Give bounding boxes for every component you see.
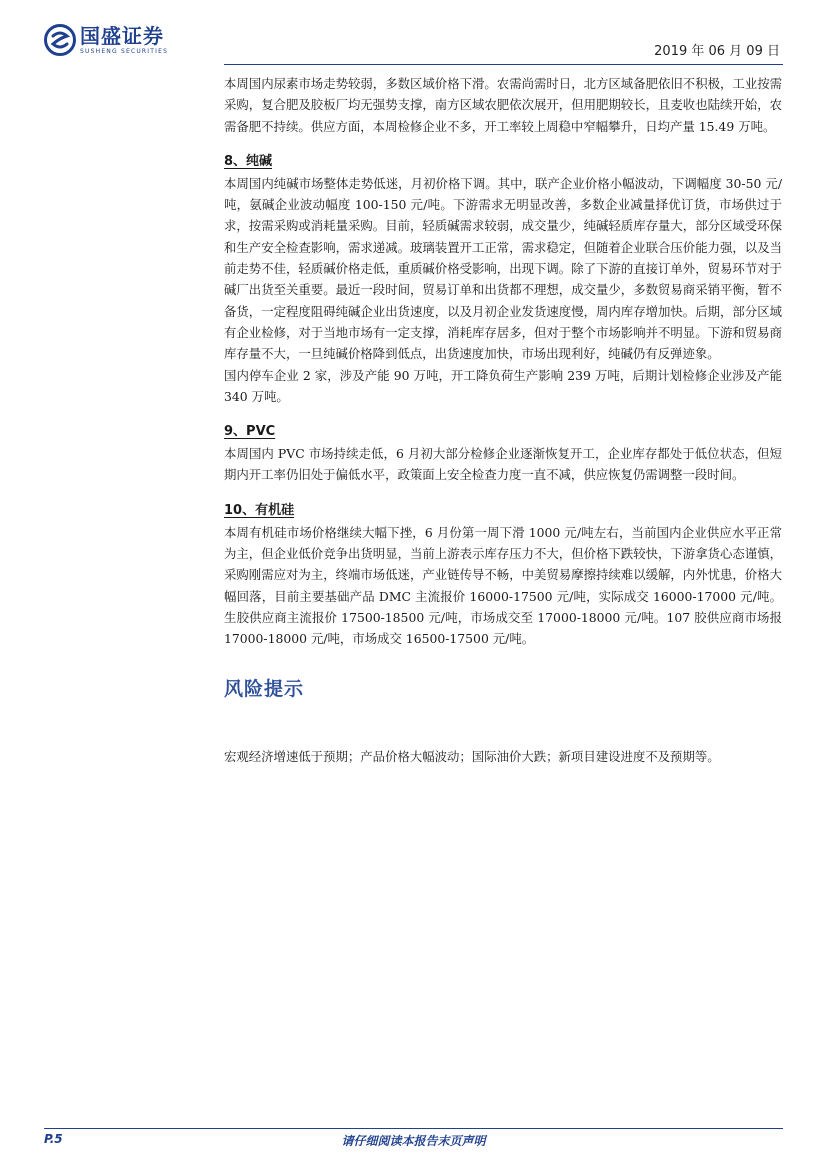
page-number: P.5 <box>44 1132 63 1146</box>
section-paragraph: 本周有机硅市场价格继续大幅下挫，6 月份第一周下滑 1000 元/吨左右，当前国内企业供应水平正常为主，但企业低价竞争出货明显，当前上游表示库存压力不大，但价格下跌较快，下游拿货心态谨慎，采购刚需应对为主，终端市场低迷，产业链传导不畅，中美贸易摩擦持续难以缓解，内外忧患，价格大幅回落，目前主要基础产品 DMC 主流报价 16000-17500 元/吨，实际成交 16000-17000 元/吨。生胶供应商主流报价 17500-18500 元/吨，市场成交至 17000-18000 元/吨。107 胶供应商市场报 17000-18000 元/吨，市场成交 16500-17500 元/吨。 <box>224 524 782 647</box>
intro-paragraph: 本周国内尿素市场走势较弱，多数区域价格下滑。农需尚需时日，北方区域备肥依旧不积极，工业按需采购，复合肥及胶板厂均无强势支撑，南方区域农肥依次展开，但用肥期较长，且麦收也陆续开始，农需备肥不持续。供应方面，本周检修企业不多，开工率较上周稳中窄幅攀升，日均产量 15.49 万吨。 <box>224 76 782 134</box>
section-title-pvc: 9、PVC <box>224 424 276 440</box>
company-name-en: SUSHENG SECURITIES <box>80 48 169 55</box>
footer-divider <box>44 1128 783 1129</box>
header-divider <box>224 64 783 65</box>
page-header <box>0 0 827 70</box>
risk-text: 宏观经济增速低于预期；产品价格大幅波动；国际油价大跌；新项目建设进度不及预期等。 <box>224 748 720 764</box>
section-paragraph: 国内停车企业 2 家，涉及产能 90 万吨，开工降负荷生产影响 239 万吨，后期计划检修企业涉及产能 340 万吨。 <box>224 367 782 404</box>
company-name: 国盛证券 <box>80 24 164 48</box>
section-title-silicone: 10、有机硅 <box>224 502 295 518</box>
logo-mark-icon <box>44 24 76 56</box>
company-logo <box>44 24 168 56</box>
section-paragraph: 本周国内 PVC 市场持续走低，6 月初大部分检修企业逐渐恢复开工，企业库存都处于低位状态，但短期内开工率仍旧处于偏低水平，政策面上安全检查力度一直不减，供应恢复仍需调整一段时间。 <box>224 446 782 483</box>
report-date: 2019 年 06 月 09 日 <box>654 44 780 59</box>
risk-title: 风险提示 <box>224 677 305 700</box>
footer-disclaimer: 请仔细阅读本报告末页声明 <box>341 1134 486 1148</box>
report-body <box>224 73 782 767</box>
section-paragraph: 本周国内纯碱市场整体走势低迷，月初价格下调。其中，联产企业价格小幅波动，下调幅度 30-50 元/吨，氨碱企业波动幅度 100-150 元/吨。下游需求无明显改善，多数企业减量择优订货，市场供过于求，按需采购或消耗量采购。目前，轻质碱需求较弱，成交量少，纯碱轻质库存量大，部分区域受环保和生产安全检查影响，需求递减。玻璃装置开工正常，需求稳定，但随着企业联合压价能力强，以及当前走势不佳，轻质碱价格走低，重质碱价格受影响，出现下调。除了下游的直接订单外，贸易环节对于碱厂出货至关重要。最近一段时间，贸易订单和出货都不理想，成交量少，多数贸易商采销平衡，暂不备货，一定程度阻碍纯碱企业出货速度，以及月初企业发货速度慢，周内库存增加快。后期，部分区域有企业检修，对于当地市场有一定支撑，消耗库存居多，但对于整个市场影响并不明显。下游和贸易商库存量不大，一旦纯碱价格降到低点，出货速度加快，市场出现利好，纯碱仍有反弹迹象。 <box>224 175 782 362</box>
section-title-soda-ash: 8、纯碱 <box>224 153 273 169</box>
